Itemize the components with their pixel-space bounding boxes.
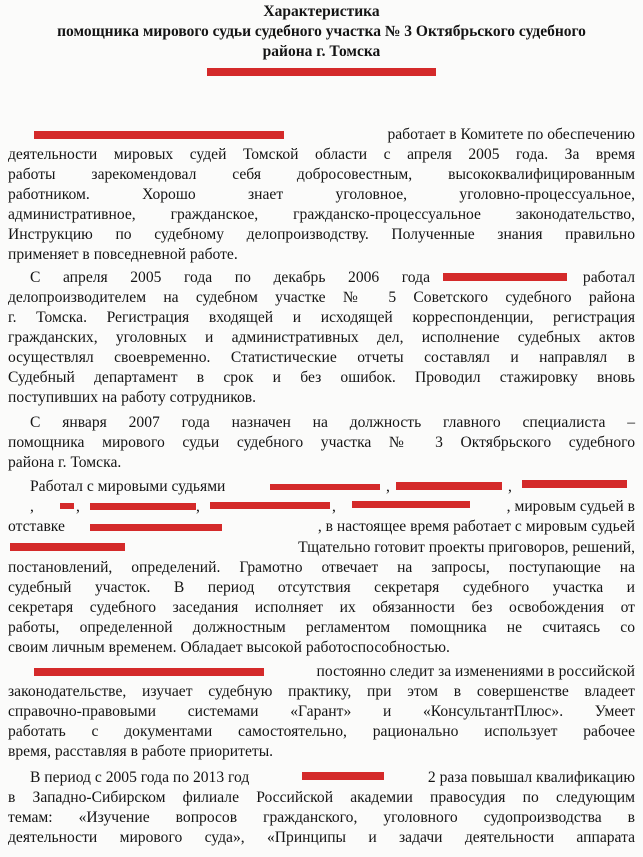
- text-line: время, расставляя в работе приоритеты.: [8, 743, 274, 760]
- text-line: работать с документами самостоятельно, рационально использует рабочее: [8, 723, 635, 740]
- text-line: В период с 2005 года по 2013 год: [30, 769, 250, 786]
- title-line-1: Характеристика: [263, 3, 380, 20]
- text-line: делопроизводителем на судебном участке № 5 Советского судебного района: [8, 289, 635, 306]
- text-line: ,: [332, 498, 336, 515]
- text-line: района г. Томска.: [8, 454, 122, 471]
- redaction-bar: [522, 480, 627, 488]
- text-line: деятельности мировых судей Томской области с апреля 2005 года. За время: [8, 146, 635, 163]
- text-line: работает в Комитете по обеспечению: [387, 126, 635, 143]
- text-line: деятельности мирового суда», «Принципы и задачи деятельности аппарата: [8, 829, 635, 846]
- redaction-bar: [352, 501, 470, 508]
- redaction-bar: [34, 668, 264, 676]
- text-line: справочно-правовыми системами «Гарант» и «КонсультантПлюс». Умеет: [8, 703, 635, 720]
- text-line: работал: [582, 269, 635, 286]
- text-line: применяет в повседневной работе.: [8, 246, 238, 263]
- document-title: [0, 2, 643, 62]
- text-line: темам: «Изучение вопросов гражданского, уголовного судопроизводства в: [8, 809, 635, 826]
- text-line: в Западно-Сибирском филиале Российской академии правосудия по следующим: [8, 789, 635, 806]
- redaction-bar: [443, 273, 567, 281]
- redaction-bar: [270, 484, 380, 490]
- text-line: ,: [76, 498, 80, 515]
- text-line: работы зарекомендовал себя добросовестным, высококвалифицированным: [8, 166, 635, 183]
- redaction-bar: [302, 772, 384, 780]
- text-line: ,: [196, 498, 200, 515]
- redaction-bar: [10, 543, 125, 551]
- text-line: административное, гражданское, гражданско-процессуальное законодательство,: [8, 206, 635, 223]
- text-line: Работал с мировыми судьями: [30, 478, 226, 495]
- text-line: Инструкцию по судебному делопроизводству. Полученные знания правильно: [8, 226, 635, 243]
- text-line: судебный участок. В период отсутствия секретаря судебного участка и: [8, 579, 635, 596]
- text-line: работы, определенной должностным регламентом помощника не считаясь со: [8, 619, 635, 636]
- text-line: постановлений, определений. Грамотно отвечает на запросы, поступающие на: [8, 559, 635, 576]
- text-line: законодательстве, изучает судебную практику, при этом в совершенстве владеет: [8, 683, 635, 700]
- text-line: постоянно следит за изменениями в российской: [316, 663, 635, 680]
- text-line: Судебный департамент в срок и без ошибок. Проводил стажировку вновь: [8, 369, 635, 386]
- text-line: ,: [508, 478, 512, 495]
- text-line: г. Томска. Регистрация входящей и исходящей корреспонденции, регистрация: [8, 309, 635, 326]
- redaction-bar: [210, 502, 330, 509]
- text-line: С апреля 2005 года по декабрь 2006 года: [30, 269, 430, 286]
- text-line: ,: [30, 498, 34, 515]
- redaction-bar: [34, 131, 284, 139]
- text-line: ,: [386, 478, 390, 495]
- redaction-bar: [90, 524, 222, 531]
- redaction-bar: [90, 503, 196, 510]
- text-line: С января 2007 года назначен на должность главного специалиста –: [30, 414, 635, 431]
- text-line: отставке: [8, 518, 65, 535]
- text-line: секретаря судебного заседания исполняет их обязанности без освобождения от: [8, 599, 635, 616]
- redaction-bar: [60, 503, 74, 509]
- redaction-bar: [207, 68, 436, 76]
- text-line: помощника мирового судьи судебного участка № 3 Октябрьского судебного: [8, 434, 635, 451]
- text-line: осуществлял своевременно. Статистические отчеты составлял и направлял в: [8, 349, 635, 366]
- text-line: работником. Хорошо знает уголовное, уголовно-процессуальное,: [8, 186, 635, 203]
- text-line: Тщательно готовит проекты приговоров, решений,: [298, 539, 635, 556]
- text-line: гражданских, уголовных и административных дел, исполнение судебных актов: [8, 329, 635, 346]
- text-line: поступивших на работу сотрудников.: [8, 389, 257, 406]
- title-line-2: помощника мирового судьи судебного участка № 3 Октябрьского судебного: [57, 23, 586, 40]
- text-line: , мировым судьей в: [506, 498, 635, 515]
- text-line: своим личным временем. Обладает высокой работоспособностью.: [8, 639, 450, 656]
- title-line-3: района г. Томска: [262, 43, 381, 60]
- redaction-bar: [396, 482, 502, 490]
- text-line: 2 раза повышал квалификацию: [427, 769, 635, 786]
- text-line: , в настоящее время работает с мировым судьей: [317, 518, 635, 535]
